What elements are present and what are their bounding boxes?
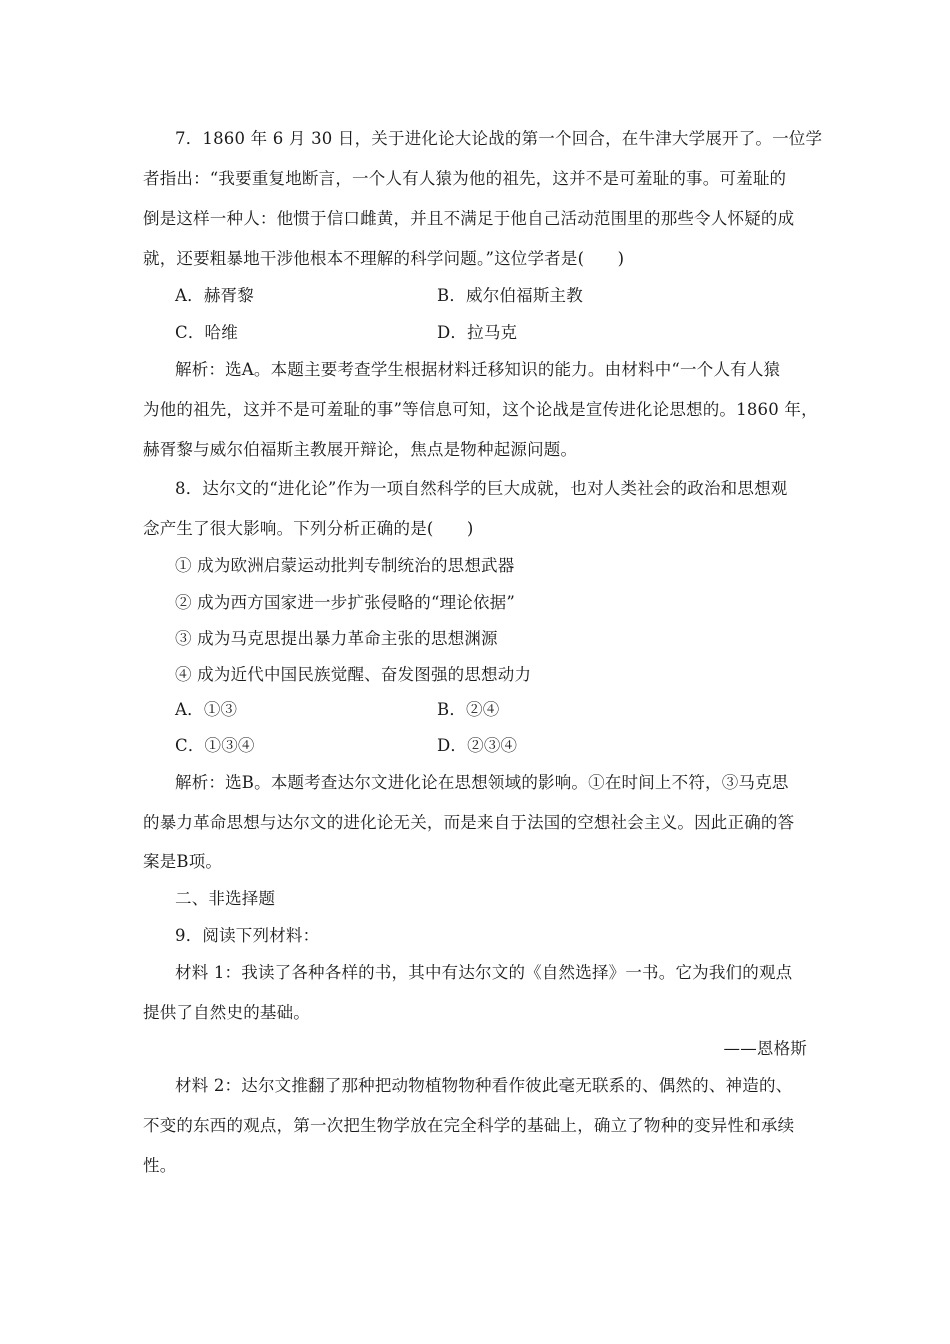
q8-item-3: ③ 成为马克思提出暴力革命主张的思想渊源 (175, 629, 498, 648)
q8-option-b: B．②④ (437, 700, 500, 719)
q8-item-1: ① 成为欧洲启蒙运动批判专制统治的思想武器 (175, 556, 515, 575)
q9-material2-line-2: 不变的东西的观点，第一次把生物学放在完全科学的基础上，确立了物种的变异性和承续 (143, 1116, 795, 1135)
q7-analysis-line-3: 赫胥黎与威尔伯福斯主教展开辩论，焦点是物种起源问题。 (143, 440, 578, 459)
q9-stem: 9．阅读下列材料： (175, 926, 320, 945)
q7-stem-line-3: 倒是这样一种人：他惯于信口雌黄，并且不满足于他自己活动范围里的那些令人怀疑的成 (143, 209, 795, 228)
q8-analysis-line-1: 解析：选B。本题考查达尔文进化论在思想领域的影响。①在时间上不符，③马克思 (175, 773, 789, 792)
q9-material2-line-3: 性。 (143, 1156, 177, 1175)
q8-stem-line-1: 8．达尔文的“进化论”作为一项自然科学的巨大成就，也对人类社会的政治和思想观 (175, 479, 788, 498)
section-heading: 二、非选择题 (175, 889, 276, 908)
q7-option-d: D．拉马克 (437, 323, 518, 342)
q8-analysis-line-3: 案是B项。 (143, 852, 223, 871)
q8-stem-line-2: 念产生了很大影响。下列分析正确的是( ) (143, 519, 474, 538)
q8-item-4: ④ 成为近代中国民族觉醒、奋发图强的思想动力 (175, 665, 532, 684)
q9-material1-line-1: 材料 1：我读了各种各样的书，其中有达尔文的《自然选择》一书。它为我们的观点 (175, 963, 793, 982)
q7-stem-line-2: 者指出：“我要重复地断言，一个人有人猿为他的祖先，这并不是可羞耻的事。可羞耻的 (143, 169, 787, 188)
q7-stem-line-1: 7．1860 年 6 月 30 日，关于进化论大论战的第一个回合，在牛津大学展开了。一位学 (175, 129, 823, 148)
q7-analysis-line-1: 解析：选A。本题主要考查学生根据材料迁移知识的能力。由材料中“一个人有人猿 (175, 360, 781, 379)
q9-material1-line-2: 提供了自然史的基础。 (143, 1003, 310, 1022)
q8-option-d: D．②③④ (437, 736, 518, 755)
q9-material2-line-1: 材料 2：达尔文推翻了那种把动物植物物种看作彼此毫无联系的、偶然的、神造的、 (175, 1076, 793, 1095)
q9-attribution: ——恩格斯 (723, 1039, 807, 1058)
q7-option-b: B．威尔伯福斯主教 (437, 286, 583, 305)
q7-analysis-line-2: 为他的祖先，这并不是可羞耻的事”等信息可知，这个论战是宣传进化论思想的。1860 年， (143, 400, 818, 419)
q8-option-c: C．①③④ (175, 736, 255, 755)
q8-item-2: ② 成为西方国家进一步扩张侵略的“理论依据” (175, 593, 516, 612)
q7-option-c: C．哈维 (175, 323, 238, 342)
q7-stem-line-4: 就，还要粗暴地干涉他根本不理解的科学问题。”这位学者是( ) (143, 249, 625, 268)
q7-option-a: A．赫胥黎 (175, 286, 254, 305)
q8-analysis-line-2: 的暴力革命思想与达尔文的进化论无关，而是来自于法国的空想社会主义。因此正确的答 (143, 813, 795, 832)
q8-option-a: A．①③ (175, 700, 238, 719)
